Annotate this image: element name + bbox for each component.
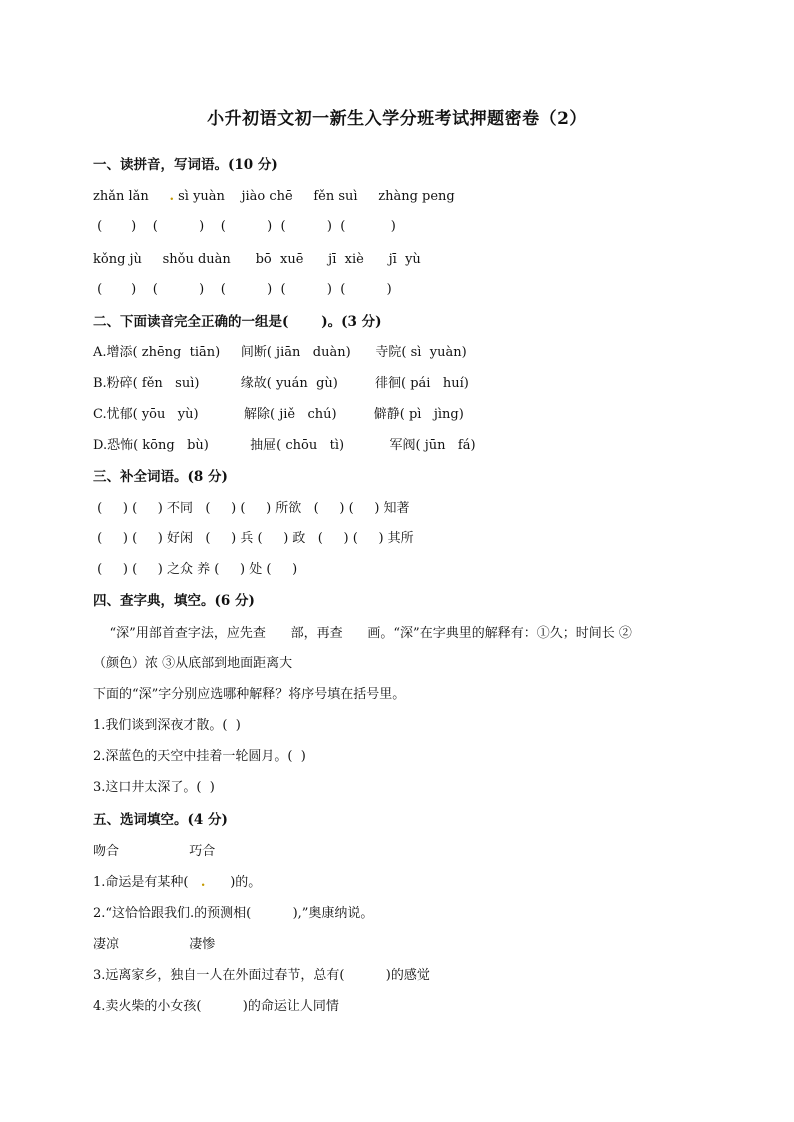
- section-1-blanks-row-1: ( ) ( ) ( ) ( ) ( ): [93, 219, 396, 234]
- fill-question-1-start: 1.命运是有某种(: [93, 875, 189, 890]
- idiom-row-3: ( ) ( ) 之众 养 ( ) 处 ( ): [93, 562, 298, 577]
- dictionary-question-1: 1.我们谈到深夜才散。( ): [93, 718, 241, 733]
- fill-question-4: 4.卖火柴的小女孩( )的命运让人同情: [93, 999, 339, 1014]
- dictionary-paragraph-line-1: “深”用部首查字法，应先查 部，再查 画。“深”在字典里的解释有：①久；时间长 ②: [93, 626, 632, 641]
- dictionary-paragraph-line-2: （颜色）浓 ③从底部到地面距离大: [93, 656, 293, 671]
- fill-question-1-end: )的。: [205, 875, 262, 890]
- section-5-heading: 五、选词填空。(4 分): [93, 812, 228, 828]
- dictionary-question-2: 2.深蓝色的天空中挂着一轮圆月。( ): [93, 749, 306, 764]
- section-3-heading: 三、补全词语。(8 分): [93, 469, 228, 485]
- dictionary-question-3: 3.这口井太深了。( ): [93, 780, 215, 795]
- fill-question-1: [93, 874, 261, 892]
- stray-dot-2: .: [200, 875, 206, 890]
- option-b: B.粉碎( fěn suì) 缘故( yuán gù) 徘徊( pái huí): [93, 376, 469, 391]
- pinyin-zhanlan: zhǎn lǎn: [93, 189, 149, 204]
- fill-question-2: 2.“这恰恰跟我们.的预测相( ),”奥康纳说。: [93, 906, 374, 921]
- option-c: C.忧郁( yōu yù) 解除( jiě chú) 僻静( pì jìng): [93, 407, 464, 422]
- section-1-heading: 一、读拼音，写词语。(10 分): [93, 157, 278, 173]
- option-a: A.增添( zhēng tiān) 间断( jiān duàn) 寺院( sì yuàn): [93, 345, 467, 360]
- section-1-pinyin-row-1: [93, 188, 455, 206]
- idiom-row-2: ( ) ( ) 好闲 ( ) 兵 ( ) 政 ( ) ( ) 其所: [93, 531, 414, 546]
- fill-question-3: 3.远离家乡，独自一人在外面过春节，总有( )的感觉: [93, 968, 430, 983]
- idiom-row-1: ( ) ( ) 不同 ( ) ( ) 所欲 ( ) ( ) 知著: [93, 501, 410, 516]
- section-1-pinyin-row-2: kǒng jù shǒu duàn bō xuē jī xiè jī yù: [93, 252, 421, 267]
- pinyin-row-1-rest: sì yuàn jiào chē fěn suì zhàng peng: [178, 189, 455, 204]
- page-title: 小升初语文初一新生入学分班考试押题密卷（2）: [207, 109, 587, 129]
- section-2-heading: 二、下面读音完全正确的一组是( )。(3 分): [93, 314, 382, 330]
- stray-dot: .: [169, 189, 174, 204]
- dictionary-instruction: 下面的“深”字分别应选哪种解释？将序号填在括号里。: [93, 687, 406, 702]
- word-choice-pair-1: 吻合 巧合: [93, 844, 216, 859]
- word-choice-pair-2: 凄凉 凄惨: [93, 937, 216, 952]
- option-d: D.恐怖( kōng bù) 抽屉( chōu tì) 军阀( jūn fá): [93, 438, 476, 453]
- section-4-heading: 四、查字典，填空。(6 分): [93, 593, 255, 609]
- section-1-blanks-row-2: ( ) ( ) ( ) ( ) ( ): [93, 282, 392, 297]
